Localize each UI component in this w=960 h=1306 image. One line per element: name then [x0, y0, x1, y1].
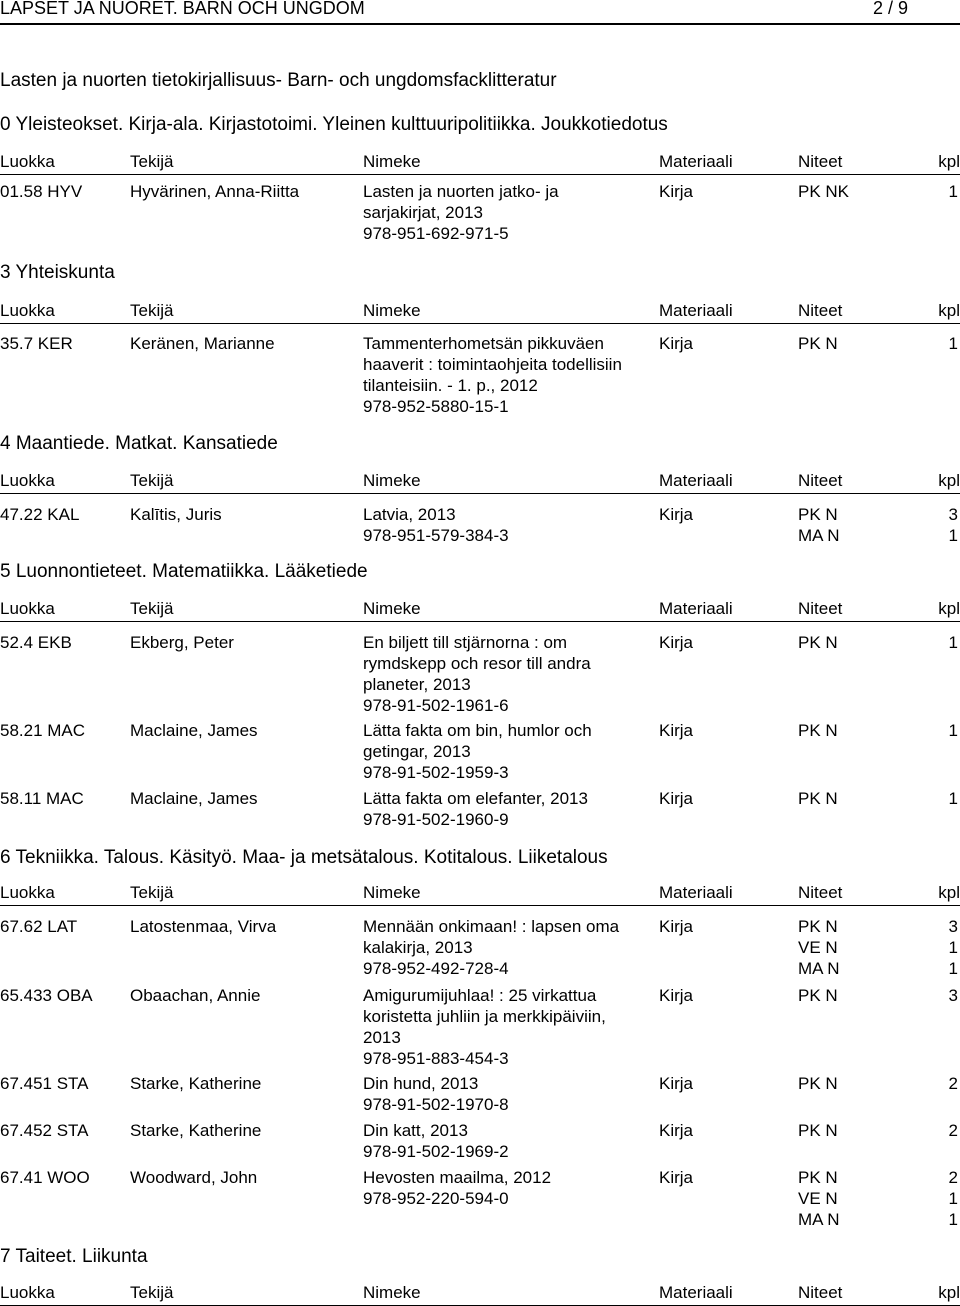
class-code: 01.58 HYV: [0, 182, 83, 201]
class-code: 67.451 STA: [0, 1074, 89, 1093]
copy-location: PK N: [798, 789, 838, 808]
column-header-luokka: Luokka: [0, 1283, 55, 1302]
copy-count: 1: [948, 789, 958, 808]
material: Kirja: [659, 789, 694, 808]
header-title: LAPSET JA NUORET. BARN OCH UNGDOM: [0, 0, 365, 18]
title-line: Tammenterhometsän pikkuväen: [363, 334, 604, 353]
count-list: [934, 504, 958, 546]
copy-location: MA N: [798, 959, 840, 978]
copies-list: [798, 1073, 838, 1094]
count-list: [934, 1073, 958, 1094]
copy-count: 1: [948, 633, 958, 652]
title-line: Hevosten maailma, 2012: [363, 1168, 552, 1187]
copy-location: PK N: [798, 633, 838, 652]
title-cell: [363, 1120, 509, 1162]
copy-location: VE N: [798, 938, 838, 957]
copy-location: PK N: [798, 1121, 838, 1140]
copy-location: PK N: [798, 1168, 838, 1187]
column-header-tekija: Tekijä: [130, 1283, 174, 1302]
title-line: 2013: [363, 1028, 401, 1047]
count-list: [934, 333, 958, 354]
title-cell: [363, 181, 559, 244]
section-title: 0 Yleisteokset. Kirja-ala. Kirjastotoimi. Yleinen kulttuuripolitiikka. Joukkotiedotus: [0, 114, 668, 135]
column-header-niteet: Niteet: [798, 599, 843, 618]
copy-count: 2: [948, 1074, 958, 1093]
column-header-nimeke: Nimeke: [363, 883, 421, 902]
copy-count: 1: [948, 182, 958, 201]
copies-list: [798, 333, 838, 354]
column-header-luokka: Luokka: [0, 883, 55, 902]
count-list: [934, 916, 958, 979]
isbn: 978-91-502-1960-9: [363, 810, 509, 829]
section-title: 7 Taiteet. Liikunta: [0, 1246, 148, 1267]
copies-list: [798, 985, 838, 1006]
copies-list: [798, 916, 840, 979]
title-line: koristetta juhliin ja merkkipäiviin,: [363, 1007, 606, 1026]
column-header-tekija: Tekijä: [130, 301, 174, 320]
column-header-kpl: kpl: [938, 152, 960, 171]
isbn: 978-952-5880-15-1: [363, 397, 509, 416]
title-cell: [363, 632, 591, 716]
title-line: En biljett till stjärnorna : om: [363, 633, 568, 652]
author: Ekberg, Peter: [130, 633, 234, 652]
material: Kirja: [659, 1168, 694, 1187]
class-code: 67.452 STA: [0, 1121, 89, 1140]
title-line: Din katt, 2013: [363, 1121, 468, 1140]
column-header-kpl: kpl: [938, 883, 960, 902]
class-code: 58.21 MAC: [0, 721, 86, 740]
title-cell: [363, 720, 592, 783]
author: Obaachan, Annie: [130, 986, 261, 1005]
copy-count: 1: [948, 334, 958, 353]
title-line: haaverit : toimintaohjeita todellisiin: [363, 355, 622, 374]
column-header-tekija: Tekijä: [130, 471, 174, 490]
class-code: 35.7 KER: [0, 334, 73, 353]
copy-location: PK N: [798, 334, 838, 353]
copy-location: PK N: [798, 1074, 838, 1093]
title-line: planeter, 2013: [363, 675, 471, 694]
copy-location: MA N: [798, 526, 840, 545]
isbn: 978-91-502-1961-6: [363, 696, 509, 715]
material: Kirja: [659, 633, 694, 652]
material: Kirja: [659, 1121, 694, 1140]
copies-list: [798, 1167, 840, 1230]
count-list: [934, 985, 958, 1006]
isbn: 978-952-492-728-4: [363, 959, 509, 978]
author: Starke, Katherine: [130, 1121, 262, 1140]
title-cell: [363, 916, 619, 979]
column-header-nimeke: Nimeke: [363, 599, 421, 618]
copies-list: [798, 1120, 838, 1141]
column-header-tekija: Tekijä: [130, 883, 174, 902]
material: Kirja: [659, 505, 694, 524]
copy-count: 2: [948, 1168, 958, 1187]
title-line: rymdskepp och resor till andra: [363, 654, 591, 673]
count-list: [934, 1120, 958, 1141]
column-header-tekija: Tekijä: [130, 599, 174, 618]
column-header-nimeke: Nimeke: [363, 152, 421, 171]
title-line: Lätta fakta om bin, humlor och: [363, 721, 592, 740]
column-header-luokka: Luokka: [0, 471, 55, 490]
column-header-materiaali: Materiaali: [659, 301, 733, 320]
count-list: [934, 1167, 958, 1230]
class-code: 67.41 WOO: [0, 1168, 90, 1187]
title-cell: [363, 504, 509, 546]
count-list: [934, 788, 958, 809]
class-code: 52.4 EKB: [0, 633, 72, 652]
author: Latostenmaa, Virva: [130, 917, 277, 936]
material: Kirja: [659, 917, 694, 936]
title-line: Lasten ja nuorten jatko- ja: [363, 182, 559, 201]
column-header-kpl: kpl: [938, 301, 960, 320]
title-line: tilanteisiin. - 1. p., 2012: [363, 376, 538, 395]
isbn: 978-91-502-1970-8: [363, 1095, 509, 1114]
column-header-niteet: Niteet: [798, 471, 843, 490]
copy-count: 1: [948, 526, 958, 545]
material: Kirja: [659, 986, 694, 1005]
title-line: Din hund, 2013: [363, 1074, 479, 1093]
column-header-tekija: Tekijä: [130, 152, 174, 171]
copies-list: [798, 181, 849, 202]
copies-list: [798, 788, 838, 809]
title-cell: [363, 1167, 551, 1209]
copy-count: 1: [948, 1189, 958, 1208]
title-line: Lätta fakta om elefanter, 2013: [363, 789, 588, 808]
isbn: 978-951-579-384-3: [363, 526, 509, 545]
column-header-niteet: Niteet: [798, 1283, 843, 1302]
material: Kirja: [659, 721, 694, 740]
material: Kirja: [659, 334, 694, 353]
header-rule: [0, 23, 960, 25]
author: Kalītis, Juris: [130, 505, 222, 524]
copy-location: PK N: [798, 917, 838, 936]
count-list: [934, 632, 958, 653]
material: Kirja: [659, 1074, 694, 1093]
copy-count: 1: [948, 1210, 958, 1229]
header-rule: [0, 493, 960, 494]
column-header-kpl: kpl: [938, 599, 960, 618]
isbn: 978-952-220-594-0: [363, 1189, 509, 1208]
count-list: [934, 181, 958, 202]
isbn: 978-91-502-1969-2: [363, 1142, 509, 1161]
material: Kirja: [659, 182, 694, 201]
title-cell: [363, 333, 622, 417]
author: Woodward, John: [130, 1168, 258, 1187]
copy-location: MA N: [798, 1210, 840, 1229]
isbn: 978-91-502-1959-3: [363, 763, 509, 782]
title-line: sarjakirjat, 2013: [363, 203, 484, 222]
column-header-materiaali: Materiaali: [659, 599, 733, 618]
isbn: 978-951-883-454-3: [363, 1049, 509, 1068]
document-title: Lasten ja nuorten tietokirjallisuus- Barn- och ungdomsfacklitteratur: [0, 70, 557, 91]
copy-count: 1: [948, 959, 958, 978]
copy-location: PK N: [798, 986, 838, 1005]
column-header-materiaali: Materiaali: [659, 471, 733, 490]
copy-count: 1: [948, 721, 958, 740]
column-header-nimeke: Nimeke: [363, 1283, 421, 1302]
class-code: 65.433 OBA: [0, 986, 93, 1005]
page-number: 2 / 9: [872, 0, 908, 18]
class-code: 67.62 LAT: [0, 917, 78, 936]
title-cell: [363, 1073, 509, 1115]
class-code: 47.22 KAL: [0, 505, 80, 524]
copy-count: 2: [948, 1121, 958, 1140]
header-rule: [0, 905, 960, 906]
section-title: 6 Tekniikka. Talous. Käsityö. Maa- ja metsätalous. Kotitalous. Liiketalous: [0, 847, 608, 868]
column-header-kpl: kpl: [938, 471, 960, 490]
column-header-kpl: kpl: [938, 1283, 960, 1302]
author: Maclaine, James: [130, 721, 258, 740]
copy-count: 1: [948, 938, 958, 957]
author: Starke, Katherine: [130, 1074, 262, 1093]
copy-count: 3: [948, 986, 958, 1005]
section-title: 4 Maantiede. Matkat. Kansatiede: [0, 433, 278, 454]
header-rule: [0, 323, 960, 324]
column-header-niteet: Niteet: [798, 301, 843, 320]
column-header-luokka: Luokka: [0, 301, 55, 320]
title-line: Mennään onkimaan! : lapsen oma: [363, 917, 620, 936]
copies-list: [798, 504, 840, 546]
page-header: [0, 0, 960, 22]
copy-count: 3: [948, 505, 958, 524]
column-header-materiaali: Materiaali: [659, 152, 733, 171]
copies-list: [798, 720, 838, 741]
section-title: 5 Luonnontieteet. Matematiikka. Lääketiede: [0, 561, 368, 582]
column-header-materiaali: Materiaali: [659, 883, 733, 902]
author: Keränen, Marianne: [130, 334, 275, 353]
header-rule: [0, 621, 960, 622]
header-rule: [0, 174, 960, 175]
column-header-luokka: Luokka: [0, 599, 55, 618]
author: Hyvärinen, Anna-Riitta: [130, 182, 300, 201]
column-header-nimeke: Nimeke: [363, 301, 421, 320]
copy-location: VE N: [798, 1189, 838, 1208]
class-code: 58.11 MAC: [0, 789, 84, 808]
title-cell: [363, 985, 606, 1069]
copies-list: [798, 632, 838, 653]
column-header-niteet: Niteet: [798, 883, 843, 902]
copy-count: 3: [948, 917, 958, 936]
copy-location: PK NK: [798, 182, 850, 201]
title-cell: [363, 788, 588, 830]
isbn: 978-951-692-971-5: [363, 224, 509, 243]
section-title: 3 Yhteiskunta: [0, 262, 115, 283]
title-line: Latvia, 2013: [363, 505, 456, 524]
column-header-luokka: Luokka: [0, 152, 55, 171]
column-header-niteet: Niteet: [798, 152, 843, 171]
title-line: Amigurumijuhlaa! : 25 virkattua: [363, 986, 597, 1005]
title-line: getingar, 2013: [363, 742, 471, 761]
copy-location: PK N: [798, 721, 838, 740]
title-line: kalakirja, 2013: [363, 938, 473, 957]
count-list: [934, 720, 958, 741]
copy-location: PK N: [798, 505, 838, 524]
author: Maclaine, James: [130, 789, 258, 808]
column-header-materiaali: Materiaali: [659, 1283, 733, 1302]
column-header-nimeke: Nimeke: [363, 471, 421, 490]
